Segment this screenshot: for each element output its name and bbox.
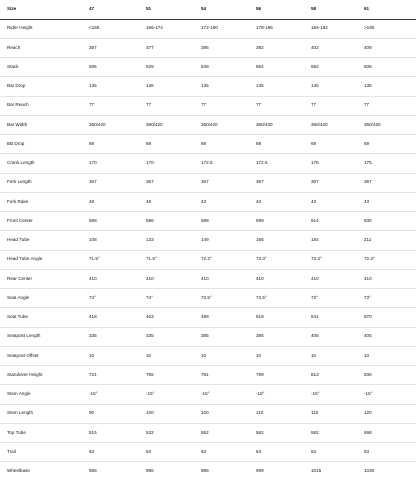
table-cell: 170 [146,160,154,166]
table-cell: 410 [364,275,372,281]
table-cell: 986 [146,468,154,474]
row-label: Bar Reach [7,102,29,108]
table-cell: 166-174 [146,25,163,31]
table-cell: 463 [146,314,154,320]
row-label: Fork Length [7,179,32,185]
table-cell: 410 [89,275,97,281]
table-cell: 10 [201,352,207,358]
table-cell: 48 [89,198,95,204]
table-cell: 377 [146,44,154,50]
table-cell: 386 [201,44,209,50]
table-cell: 110 [311,410,319,416]
table-row [0,250,416,269]
table-cell: 135 [146,83,154,89]
table-cell: 73° [311,294,318,300]
table-row [0,385,416,404]
table-cell: 335 [89,333,97,339]
row-label: Trail [7,448,16,454]
table-cell: 178-186 [256,25,273,31]
table-cell: 110 [256,410,264,416]
table-cell: 418 [89,314,97,320]
table-cell: 586 [146,217,154,223]
table-cell: 10 [256,352,262,358]
header-row [0,0,416,19]
table-cell: 10 [146,352,152,358]
table-cell: 135 [364,83,372,89]
table-cell: 532 [146,429,154,435]
table-cell: 71.5° [89,256,100,262]
table-cell: 43 [256,198,262,204]
table-cell: 43 [364,198,370,204]
table-cell: 108 [89,237,97,243]
table-cell: 77 [256,102,262,108]
row-label: Standover Height [7,371,43,377]
table-cell: 608 [364,63,372,69]
table-cell: 367 [146,179,154,185]
header-cell-frame-size: 58 [304,0,357,19]
row-label: Fork Rake [7,198,29,204]
table-row [0,366,416,385]
table-cell: 175 [364,160,372,166]
table-cell: -15° [146,391,155,397]
table-cell: 73.5° [256,294,267,300]
table-cell: 360/420 [311,121,328,127]
table-cell: 1015 [311,468,322,474]
table-cell: 360/420 [364,121,381,127]
table-cell: 360/420 [201,121,218,127]
table-cell: 172.5 [201,160,213,166]
table-cell: 367 [89,44,97,50]
table-cell: 69 [256,140,262,146]
row-label: Bar Width [7,121,28,127]
table-cell: 360/420 [256,121,273,127]
table-cell: 989 [201,468,209,474]
table-cell: 599 [256,217,264,223]
table-cell: 562 [256,429,264,435]
table-cell: 63 [89,448,95,454]
table-cell: 505 [89,63,97,69]
table-cell: 149 [201,237,209,243]
table-cell: 71.5° [146,256,157,262]
table-header [0,0,416,19]
table-cell: 74° [89,294,96,300]
table-cell: 614 [311,217,319,223]
table-row [0,173,416,192]
table-cell: 360/420 [146,121,163,127]
table-cell: 410 [256,275,264,281]
table-cell: 43 [201,198,207,204]
table-cell: 10 [364,352,370,358]
header-cell-frame-size: 54 [194,0,249,19]
table-cell: 529 [146,63,154,69]
table-cell: 63 [146,448,152,454]
table-cell: 968 [89,468,97,474]
table-cell: 999 [256,468,264,474]
table-cell: 172.5 [256,160,268,166]
table-cell: 170 [89,160,97,166]
table-cell: 48 [146,198,152,204]
table-cell: 63 [311,448,317,454]
table-cell: 74° [146,294,153,300]
table-cell: 69 [146,140,152,146]
table-cell: 836 [364,371,372,377]
table-cell: 392 [256,44,264,50]
table-cell: 43 [311,198,317,204]
table-cell: 1030 [364,468,375,474]
table-cell: 72.3° [256,256,267,262]
table-cell: 564 [256,63,264,69]
table-row [0,423,416,442]
table-cell: 100 [146,410,154,416]
table-cell: 519 [256,314,264,320]
table-cell: 211 [364,237,372,243]
table-cell: 405 [311,333,319,339]
table-cell: 570 [364,314,372,320]
table-row [0,289,416,308]
table-cell: 402 [311,44,319,50]
table-cell: 135 [256,83,264,89]
table-cell: 165 [256,237,264,243]
table-cell: 184 [311,237,319,243]
table-row [0,154,416,173]
row-label: Crank Length [7,160,35,166]
table-row [0,443,416,462]
table-cell: 10 [89,352,95,358]
table-cell: -15° [89,391,98,397]
table-cell: 410 [311,275,319,281]
table-cell: 781 [201,371,209,377]
table-cell: 72.3° [311,256,322,262]
table-cell: 799 [256,371,264,377]
table-cell: 367 [201,179,209,185]
table-cell: -15° [364,391,373,397]
table-cell: 73.5° [201,294,212,300]
table-cell: 405 [364,333,372,339]
table-cell: 589 [201,217,209,223]
table-cell: 100 [201,410,209,416]
header-cell-frame-size: 61 [357,0,416,19]
table-cell: 541 [311,314,319,320]
table-row [0,308,416,327]
table-row [0,96,416,115]
table-cell: 385 [201,333,209,339]
table-cell: 77 [364,102,370,108]
table-cell: 77 [89,102,95,108]
table-cell: 409 [364,44,372,50]
table-cell: 90 [89,410,95,416]
row-label: Bar Drop [7,83,26,89]
table-cell: 120 [364,410,372,416]
table-cell: 135 [311,83,319,89]
row-label: Rider Height [7,25,33,31]
table-cell: 410 [201,275,209,281]
table-row [0,269,416,288]
table-cell: 582 [311,63,319,69]
table-cell: <166 [89,25,100,31]
table-cell: 367 [89,179,97,185]
table-cell: 69 [89,140,95,146]
table-cell: 69 [311,140,317,146]
table-row [0,19,416,38]
row-label: Stem Length [7,410,34,416]
row-label: Seat Tube [7,314,28,320]
row-label: Top Tube [7,429,26,435]
table-cell: 367 [256,179,264,185]
table-cell: 515 [89,429,97,435]
row-label: Reach [7,44,21,50]
table-cell: -15° [256,391,265,397]
table-cell: 63 [364,448,370,454]
row-label: Head Tube Angle [7,256,43,262]
table-cell: 552 [201,429,209,435]
table-cell: 582 [311,429,319,435]
table-row [0,135,416,154]
row-label: Seatpost Offset [7,352,39,358]
table-cell: 77 [201,102,207,108]
row-label: Rear Center [7,275,33,281]
table-cell: 499 [201,314,209,320]
row-label: Front Center [7,217,33,223]
table-cell: 73° [364,294,371,300]
table-cell: 77 [311,102,317,108]
table-row [0,77,416,96]
table-cell: 77 [146,102,152,108]
table-cell: 568 [89,217,97,223]
table-row [0,404,416,423]
row-label: Seatpost Length [7,333,41,339]
row-label: Stem Angle [7,391,31,397]
row-label: Seat Angle [7,294,30,300]
table-cell: 69 [201,140,207,146]
table-cell: 63 [256,448,262,454]
row-label: Wheelbase [7,468,30,474]
table-cell: 184-192 [311,25,328,31]
table-cell: 72.3° [364,256,375,262]
table-cell: 133 [146,237,154,243]
table-cell: 630 [364,217,372,223]
table-cell: 10 [311,352,317,358]
row-label: BB Drop [7,140,25,146]
table-row [0,327,416,346]
table-cell: 598 [364,429,372,435]
table-cell: 172-180 [201,25,218,31]
table-cell: -15° [201,391,210,397]
table-cell: 69 [364,140,370,146]
table-cell: 175 [311,160,319,166]
table-cell: 367 [364,179,372,185]
table-cell: 360/420 [89,121,106,127]
table-cell: 135 [89,83,97,89]
header-cell-frame-size: 56 [249,0,304,19]
table-cell: 813 [311,371,319,377]
table-cell: 385 [256,333,264,339]
table-cell: 72.3° [201,256,212,262]
row-label: Head Tube [7,237,30,243]
table-cell: 335 [146,333,154,339]
table-row [0,115,416,134]
table-row [0,212,416,231]
table-cell: 755 [146,371,154,377]
table-cell: 135 [201,83,209,89]
table-row [0,462,416,481]
header-cell-frame-size: 47 [82,0,139,19]
header-cell-frame-size: 51 [139,0,194,19]
table-cell: 63 [201,448,207,454]
table-cell: 721 [89,371,97,377]
table-body [0,19,416,481]
table-row [0,58,416,77]
table-cell: -15° [311,391,320,397]
table-cell: 549 [201,63,209,69]
header-cell-size: Size [0,0,82,19]
table-cell: 367 [311,179,319,185]
table-row [0,231,416,250]
row-label: Stack [7,63,19,69]
table-cell: >190 [364,25,375,31]
table-cell: 410 [146,275,154,281]
table-row [0,346,416,365]
table-row [0,192,416,211]
table-row [0,38,416,57]
